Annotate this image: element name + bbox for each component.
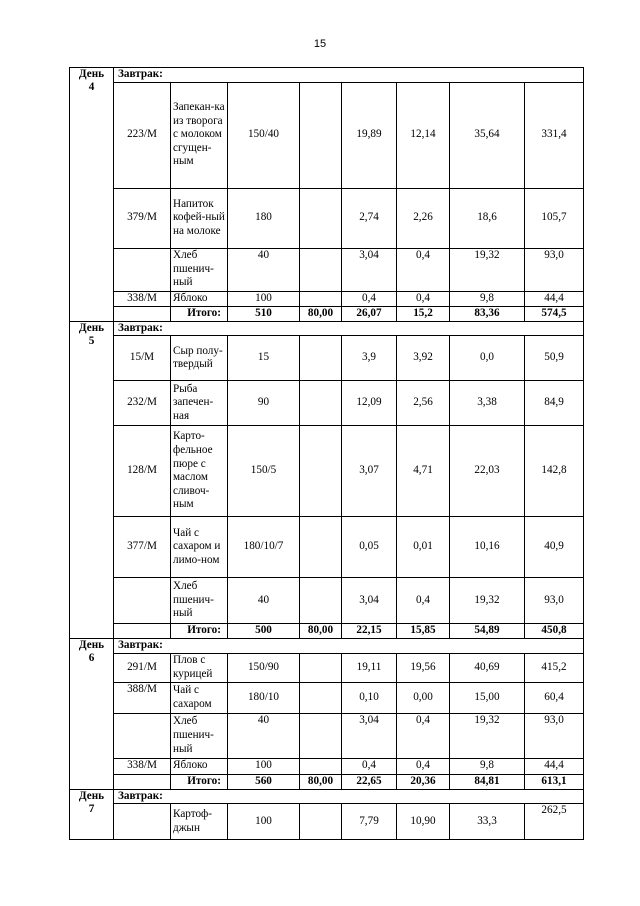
cell-protein: 12,09 [342,381,397,426]
cell-cost [300,426,342,517]
cell-name: Картоф-джын [171,804,228,840]
cell-empty [114,774,171,789]
cell-protein: 0,10 [342,682,397,713]
day-cell [70,789,114,840]
cell-portion: 40 [228,248,300,291]
cell-kcal: 105,7 [525,188,584,248]
cell-name: Хлеб пшенич-ный [171,713,228,758]
cell-carbs: 18,6 [450,188,525,248]
total-kcal: 574,5 [525,306,584,321]
cell-name: Яблоко [171,758,228,774]
cell-cost [300,291,342,306]
total-row [70,624,584,639]
cell-carbs: 19,32 [450,578,525,624]
cell-kcal: 84,9 [525,381,584,426]
total-carbs: 84,81 [450,774,525,789]
cell-fat: 0,4 [397,713,450,758]
cell-name: Хлеб пшенич-ный [171,578,228,624]
meal-label: Завтрак: [114,639,584,654]
cell-fat: 12,14 [397,82,450,188]
cell-carbs: 33,3 [450,804,525,840]
cell-name: Хлеб пшенич-ный [171,248,228,291]
cell-protein: 0,4 [342,758,397,774]
cell-kcal: 262,5 [525,804,584,840]
cell-kcal: 93,0 [525,578,584,624]
cell-protein: 19,89 [342,82,397,188]
cell-empty [114,306,171,321]
cell-carbs: 40,69 [450,653,525,682]
cell-name: Плов с курицей [171,653,228,682]
cell-kcal: 93,0 [525,713,584,758]
total-carbs: 83,36 [450,306,525,321]
cell-cost [300,758,342,774]
cell-portion: 40 [228,713,300,758]
total-protein: 22,15 [342,624,397,639]
cell-code: 377/М [114,517,171,578]
cell-fat: 0,4 [397,758,450,774]
cell-protein: 0,4 [342,291,397,306]
cell-carbs: 15,00 [450,682,525,713]
dish-row [70,713,584,758]
cell-code [114,248,171,291]
cell-portion: 180/10 [228,682,300,713]
cell-code [114,713,171,758]
day-number: 5 [88,334,95,347]
cell-fat: 0,00 [397,682,450,713]
total-cost: 80,00 [300,306,342,321]
cell-fat: 0,4 [397,248,450,291]
cell-cost [300,653,342,682]
day-label: День [78,789,105,802]
meal-label: Завтрак: [114,789,584,804]
total-row [70,306,584,321]
cell-protein: 7,79 [342,804,397,840]
cell-protein: 3,04 [342,713,397,758]
total-label: Итого: [171,624,228,639]
day-label: День [78,639,105,652]
cell-cost [300,682,342,713]
dish-row [70,82,584,188]
total-kcal: 450,8 [525,624,584,639]
day-number: 7 [88,802,95,815]
total-protein: 26,07 [342,306,397,321]
cell-carbs: 19,32 [450,713,525,758]
cell-name: Чай с сахаром [171,682,228,713]
cell-carbs: 0,0 [450,336,525,381]
cell-portion: 180 [228,188,300,248]
cell-carbs: 35,64 [450,82,525,188]
cell-protein: 3,9 [342,336,397,381]
total-label: Итого: [171,306,228,321]
total-portion: 560 [228,774,300,789]
cell-fat: 2,26 [397,188,450,248]
cell-kcal: 93,0 [525,248,584,291]
cell-carbs: 19,32 [450,248,525,291]
dish-row [70,381,584,426]
cell-code: 388/М [114,682,171,713]
cell-code: 338/М [114,758,171,774]
cell-cost [300,804,342,840]
total-portion: 510 [228,306,300,321]
cell-portion: 150/5 [228,426,300,517]
dish-row [70,804,584,840]
cell-cost [300,381,342,426]
cell-carbs: 9,8 [450,758,525,774]
cell-fat: 3,92 [397,336,450,381]
day-cell [70,321,114,639]
cell-code [114,578,171,624]
cell-code: 223/М [114,82,171,188]
cell-cost [300,248,342,291]
dish-row [70,653,584,682]
cell-empty [114,624,171,639]
cell-carbs: 22,03 [450,426,525,517]
total-fat: 15,2 [397,306,450,321]
dish-row [70,758,584,774]
cell-cost [300,517,342,578]
day-cell [70,68,114,322]
cell-code: 291/М [114,653,171,682]
cell-cost [300,188,342,248]
cell-portion: 90 [228,381,300,426]
total-cost: 80,00 [300,624,342,639]
cell-name: Запекан-ка из творога с молоком сгущен-ным [171,82,228,188]
day-number: 4 [88,81,95,93]
cell-protein: 3,07 [342,426,397,517]
cell-name: Яблоко [171,291,228,306]
cell-name: Чай с сахаром и лимо-ном [171,517,228,578]
cell-kcal: 142,8 [525,426,584,517]
cell-fat: 19,56 [397,653,450,682]
cell-kcal: 331,4 [525,82,584,188]
day-header-row [70,321,584,336]
cell-kcal: 44,4 [525,758,584,774]
cell-fat: 2,56 [397,381,450,426]
total-fat: 15,85 [397,624,450,639]
cell-protein: 3,04 [342,248,397,291]
cell-kcal: 60,4 [525,682,584,713]
cell-portion: 40 [228,578,300,624]
day-label: День [78,321,105,334]
cell-cost [300,713,342,758]
dish-row [70,336,584,381]
cell-kcal: 415,2 [525,653,584,682]
cell-carbs: 3,38 [450,381,525,426]
cell-code [114,804,171,840]
dish-row [70,578,584,624]
cell-portion: 150/40 [228,82,300,188]
total-fat: 20,36 [397,774,450,789]
cell-fat: 10,90 [397,804,450,840]
dish-row [70,248,584,291]
cell-protein: 2,74 [342,188,397,248]
cell-name: Сыр полу-твердый [171,336,228,381]
cell-portion: 100 [228,758,300,774]
total-cost: 80,00 [300,774,342,789]
dish-row [70,291,584,306]
cell-code: 15/М [114,336,171,381]
cell-portion: 100 [228,804,300,840]
cell-kcal: 40,9 [525,517,584,578]
day-cell [70,639,114,790]
meal-label: Завтрак: [114,68,584,83]
dish-row [70,426,584,517]
cell-kcal: 50,9 [525,336,584,381]
cell-cost [300,336,342,381]
cell-code: 338/М [114,291,171,306]
day-label: День [78,68,105,80]
cell-fat: 0,01 [397,517,450,578]
cell-kcal: 44,4 [525,291,584,306]
cell-carbs: 9,8 [450,291,525,306]
total-label: Итого: [171,774,228,789]
total-carbs: 54,89 [450,624,525,639]
cell-code: 128/М [114,426,171,517]
day-header-row [70,639,584,654]
total-kcal: 613,1 [525,774,584,789]
cell-fat: 0,4 [397,291,450,306]
total-protein: 22,65 [342,774,397,789]
cell-cost [300,82,342,188]
cell-carbs: 10,16 [450,517,525,578]
cell-protein: 3,04 [342,578,397,624]
cell-fat: 0,4 [397,578,450,624]
cell-portion: 150/90 [228,653,300,682]
meal-label: Завтрак: [114,321,584,336]
cell-protein: 0,05 [342,517,397,578]
cell-portion: 100 [228,291,300,306]
dish-row [70,682,584,713]
cell-portion: 180/10/7 [228,517,300,578]
cell-code: 232/М [114,381,171,426]
cell-portion: 15 [228,336,300,381]
page-number: 15 [313,38,327,50]
day-header-row [70,68,584,83]
cell-fat: 4,71 [397,426,450,517]
cell-code: 379/М [114,188,171,248]
day-number: 6 [88,652,95,665]
cell-name: Карто-фельное пюре с маслом сливоч-ным [171,426,228,517]
cell-cost [300,578,342,624]
menu-table [69,67,584,840]
dish-row [70,517,584,578]
total-row [70,774,584,789]
cell-name: Напиток кофей-ный на молоке [171,188,228,248]
cell-name: Рыба запечен-ная [171,381,228,426]
cell-protein: 19,11 [342,653,397,682]
dish-row [70,188,584,248]
day-header-row [70,789,584,804]
total-portion: 500 [228,624,300,639]
